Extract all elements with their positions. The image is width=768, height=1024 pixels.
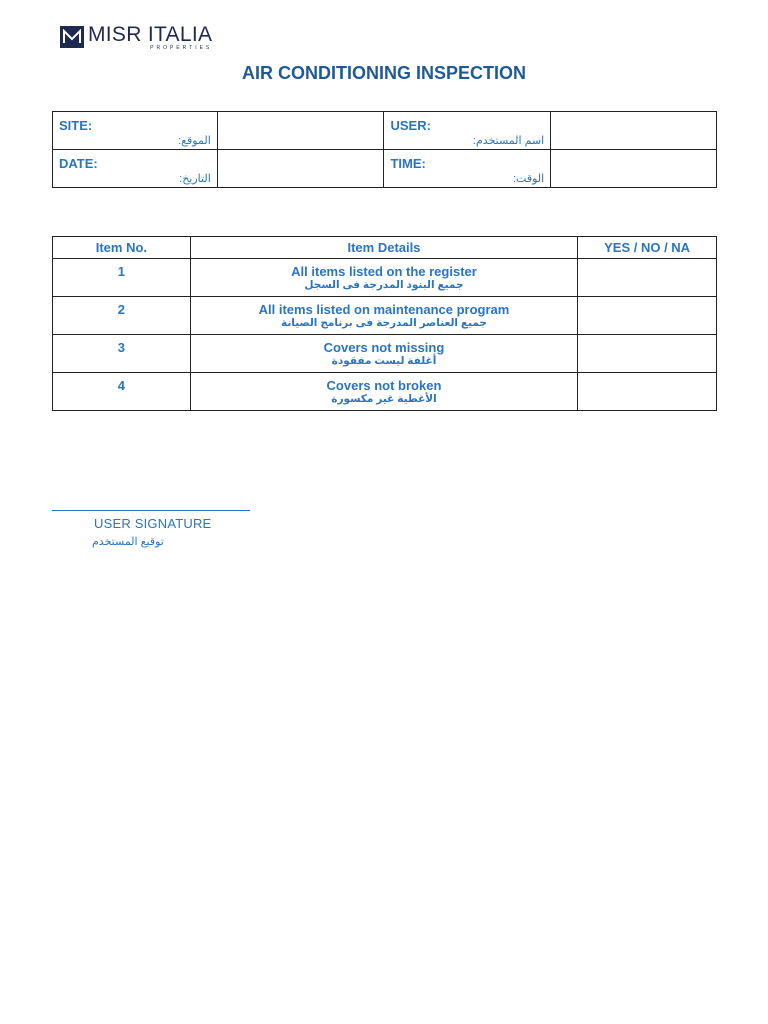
item-detail-en: All items listed on maintenance program	[258, 302, 510, 317]
inspection-table	[52, 236, 717, 411]
item-detail-en: All items listed on the register	[291, 264, 477, 279]
site-label-ar: الموقع:	[178, 135, 211, 147]
date-label: DATE:	[59, 156, 98, 171]
logo-mark-icon	[60, 26, 84, 48]
item-detail-ar: جميع العناصر المدرجة فى برنامج الصيانة	[280, 317, 487, 329]
item-detail-ar: أغلفة ليست مفقودة	[331, 355, 437, 367]
company-logo	[60, 24, 212, 50]
answer-field[interactable]	[578, 259, 717, 297]
item-number: 3	[117, 340, 125, 355]
header-yes-no-na: YES / NO / NA	[578, 237, 717, 259]
site-label: SITE:	[59, 118, 93, 133]
logo-sub-text: PROPERTIES	[150, 44, 213, 51]
item-number: 4	[117, 378, 125, 393]
signature-label: USER SIGNATURE	[94, 516, 212, 531]
header-item-no: Item No.	[53, 237, 191, 259]
answer-field[interactable]	[578, 297, 717, 335]
date-label-ar: التاريخ:	[179, 173, 211, 185]
signature-line[interactable]	[52, 510, 250, 511]
item-detail-en: Covers not broken	[326, 378, 442, 393]
page-title: AIR CONDITIONING INSPECTION	[241, 63, 526, 83]
table-row	[53, 297, 717, 335]
item-detail-ar: جميع البنود المدرجة فى السجل	[304, 279, 464, 291]
answer-field[interactable]	[578, 373, 717, 411]
user-value-field[interactable]	[551, 112, 717, 150]
item-detail-en: Covers not missing	[323, 340, 445, 355]
info-table	[52, 111, 717, 188]
item-number: 1	[117, 264, 125, 279]
user-label-cell	[384, 112, 551, 150]
site-label-cell	[53, 112, 218, 150]
item-number: 2	[117, 302, 125, 317]
time-label-ar: الوقت:	[513, 173, 545, 185]
user-label: USER:	[390, 118, 431, 133]
logo-brand-text: MISR ITALIA	[88, 22, 213, 46]
table-row	[53, 259, 717, 297]
item-detail-ar: الأغطية غير مكسورة	[331, 393, 437, 405]
table-row	[53, 373, 717, 411]
date-value-field[interactable]	[217, 150, 384, 188]
date-label-cell	[53, 150, 218, 188]
answer-field[interactable]	[578, 335, 717, 373]
time-value-field[interactable]	[551, 150, 717, 188]
time-label: TIME:	[390, 156, 426, 171]
signature-label-ar: توقيع المستخدم	[92, 536, 164, 548]
table-row	[53, 335, 717, 373]
site-value-field[interactable]	[217, 112, 384, 150]
time-label-cell	[384, 150, 551, 188]
header-item-details: Item Details	[190, 237, 577, 259]
user-label-ar: اسم المستخدم:	[472, 135, 545, 147]
